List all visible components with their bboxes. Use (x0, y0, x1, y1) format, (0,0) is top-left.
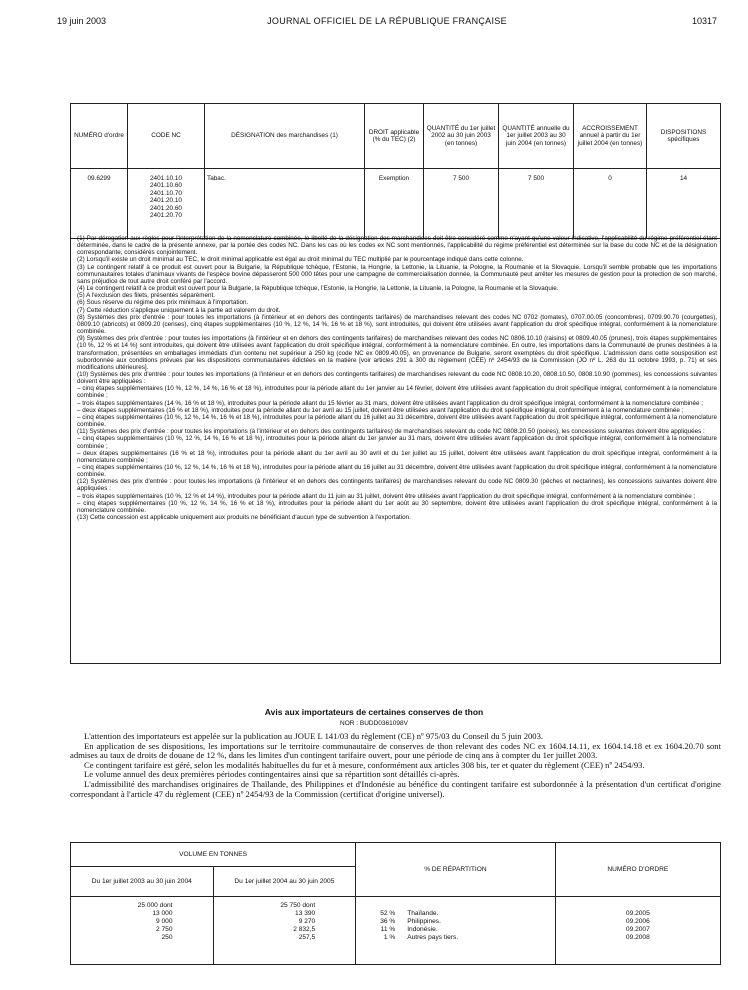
repartition-line (359, 910, 551, 918)
notice-paragraph: Ce contingent tarifaire est géré, selon les modalités habituelles du fur et à mesure, conformément aux articles 308 bis, ter et quater du règlement (CEE) nº 2454/93. (84, 759, 645, 770)
col-header-designation: DÉSIGNATION des marchandises (1) (205, 104, 365, 169)
footnote: – cinq étapes supplémentaires (10 %, 12 %, 14 %, 16 % et 18 %), introduites pour la période allant du 16 juillet au 31 décembre, doivent être utilisées avant l'application du droit spécifique intégral, conformément à la nomenclature combinée. (77, 413, 717, 429)
header-journal-title: JOURNAL OFFICIEL DE LA RÉPUBLIQUE FRANÇAISE (267, 16, 507, 26)
footnote: – cinq étapes supplémentaires (10 %, 12 %, 14 %, 16 % et 18 %), introduites pour la période allant du 1er janvier au 14 février, doivent être utilisées avant l'application du droit spécifique intégral, conformément à la nomenclature combinée ; (77, 385, 717, 400)
footnote: (4) Le contingent relatif à ce produit est ouvert pour la Bulgarie, la République tchèque, l'Estonie, la Hongrie, la Lettonie, la Lituanie, la Pologne, la Roumanie et la Slovaquie. (77, 285, 559, 293)
code-nc: 2401.20.70 (150, 212, 182, 220)
percent-value: 52 % (380, 910, 396, 917)
cell-period-2-values (213, 897, 356, 965)
volume-value: 9 270 (298, 918, 316, 925)
order-number: 09.2005 (625, 910, 650, 917)
volume-value: 25 750 dont (280, 902, 316, 909)
col-header-numero: NUMÉRO d'ordre (71, 104, 128, 169)
footnote: (11) Systèmes des prix d'entrée : pour toutes les importations (à l'intérieur et en dehors des contingents tarifaires) de marchandises relevant du code NC 0808.20.50 (poires), les concessions suivantes doivent être appliquées : (77, 428, 705, 436)
footnote: – trois étapes supplémentaires (10 %, 12 % et 14 %), introduites pour la période allant du 11 juin au 31 juillet, doivent être utilisées avant l'application du droit spécifique intégral, conformément à la nomenclature combinée ; (77, 492, 696, 500)
col-header-numero-ordre: NUMÉRO D'ORDRE (555, 843, 720, 897)
code-nc: 2401.10.10 (150, 175, 182, 182)
notice-paragraph: L'admissibilité des marchandises originaires de Thaïlande, des Philippines et d'Indonésie au bénéfice du contingent tarifaire est subordonnée à la présentation d'un certificat d'origine correspondant à l'article 47 du règlement (CEE) nº 2454/93 de la Commission (certificat d'origine universel). (70, 778, 721, 799)
country-label: Indonésie. (407, 926, 438, 933)
country-label: Autres pays tiers. (407, 934, 459, 941)
header-page-number: 10317 (691, 16, 717, 26)
notice-body (70, 732, 721, 799)
volume-value: 13 390 (295, 910, 316, 917)
order-number: 09.2008 (625, 934, 650, 941)
quota-table-header-row (71, 843, 721, 867)
cell-ordre-values (555, 897, 720, 965)
volume-value: 257,5 (298, 934, 316, 941)
tariff-table (70, 103, 721, 239)
volume-value: 2 832,5 (293, 926, 316, 933)
footnote: (2) Lorsqu'il existe un droit minimal au TEC, le droit minimal applicable est égal au droit minimal du TEC multiplié par le pourcentage indiqué dans cette colonne. (77, 256, 524, 264)
col-header-repartition: % DE RÉPARTITION (356, 843, 555, 897)
col-header-dispositions: DISPOSITIONS spécifiques (647, 104, 721, 169)
cell-quantite-2003: 7 500 (499, 169, 574, 239)
footnote: (7) Cette réduction s'applique uniquement à la partie ad valorem du droit. (77, 306, 281, 314)
footnote: – deux étapes supplémentaires (16 % et 18 %), introduites pour la période allant du 1er avril au 30 avril et du 1er juillet au 15 juillet, doivent être utilisées avant l'application du droit spécifique intégral, conformément à la nomenclature combinée ; (77, 449, 717, 464)
footnote: – cinq étapes supplémentaires (10 %, 12 %, 14 %, 16 % et 18 %), introduites pour la période allant du 1er août au 30 septembre, doivent être utilisées avant l'application du droit spécifique intégral, conformément à la nomenclature combinée. (77, 499, 717, 514)
code-nc: 2401.10.60 (150, 182, 182, 190)
repartition-line (359, 934, 551, 942)
percent-value: 11 % (380, 926, 396, 933)
volume-value: 25 000 dont (137, 902, 173, 909)
volume-value: 2 750 (156, 926, 173, 933)
footnote: (6) Sous réserve du régime des prix minimaux à l'importation. (77, 299, 249, 307)
table-row (71, 169, 721, 239)
repartition-line (359, 918, 551, 926)
col-header-period-2: Du 1er juillet 2004 au 30 juin 2005 (213, 867, 356, 897)
notice-paragraph: L'attention des importateurs est appelée sur la publication au JOUE L 141/03 du règlement (CE) nº 975/03 du Conseil du 5 juin 2003. (84, 731, 544, 741)
footnote: (5) A l'exclusion des filets, présentés séparément. (77, 292, 216, 300)
footnote: (13) Cette concession est applicable uniquement aux produits ne bénéficiant d'aucun type de subvention à l'exportation. (77, 514, 411, 522)
col-header-droit: DROIT applicable (% du TEC) (2) (365, 104, 424, 169)
col-header-accroissement: ACCROISSEMENT annuel à partir du 1er juillet 2004 (en tonnes) (574, 104, 647, 169)
repartition-line (359, 902, 551, 910)
country-label: Philippines. (407, 918, 441, 925)
footnote: (1) Par dérogation aux règles pour l'interprétation de la nomenclature combinée, le libellé de la désignation des marchandises doit être considéré comme n'ayant qu'une valeur indicative, l'applicabilité du régime préférentiel étant déterminée, dans le cadre de la présente annexe, par la portée des codes NC. Dans les cas où les codes ex NC sont mentionnés, l'applicabilité du régime préférentiel est déterminée sur la base du code NC et de la désignation correspondante, considérés conjointement. (77, 235, 717, 257)
table-row (71, 897, 721, 965)
footnotes (77, 235, 717, 521)
order-number: 09.2007 (625, 926, 650, 933)
volume-value: 13 000 (152, 910, 173, 917)
notice-paragraph: En application de ses dispositions, les importations sur le territoire communautaire de conserves de thon relevant des codes NC ex 1604.14.11, ex 1604.14.18 et ex 1604.20.70 sont admises au taux de droits de douane de 12 %, dans les limites d'un contingent tarifaire ouvert, pour une période de cinq ans à compter du 1er juillet 2003. (70, 740, 721, 761)
col-header-quantite-2002: QUANTITÉ du 1er juillet 2002 au 30 juin 2003 (en tonnes) (424, 104, 499, 169)
footnote: – cinq étapes supplémentaires (10 %, 12 %, 14 %, 16 % et 18 %), introduites pour la période allant du 1er janvier au 31 mars, doivent être utilisées avant l'application du droit spécifique intégral, conformément à la nomenclature combinée ; (77, 435, 717, 450)
footnote: (12) Systèmes des prix d'entrée : pour toutes les importations (à l'intérieur et en dehors des contingents tarifaires) de marchandises relevant du code NC 0809.30 (pêches et nectarines), les concessions suivantes doivent être appliquées : (77, 478, 717, 493)
notice-paragraph: Le volume annuel des deux premières périodes contingentaires ainsi que sa répartition sont détaillés ci-après. (84, 769, 460, 780)
notice-title: Avis aux importateurs de certaines conserves de thon (264, 707, 484, 717)
cell-droit: Exemption (365, 169, 424, 239)
cell-period-1-values (71, 897, 214, 965)
percent-value: 1 % (383, 934, 396, 941)
volume-value: 250 (161, 934, 173, 941)
cell-designation: Tabac. (205, 169, 365, 239)
percent-value: 36 % (380, 918, 396, 925)
notice-nor: NOR : BUDD0361098V (340, 720, 408, 727)
code-nc: 2401.20.60 (150, 204, 182, 212)
footnote: (8) Systèmes des prix d'entrée : pour toutes les importations (à l'intérieur et en dehors des contingents tarifaires) de marchandises relevant des codes NC 0702 (tomates), 0707.00.05 (concombres), 0709.90.70 (courgettes), 0809.10 (abricots) et 0809.20 (cerises), cinq étapes supplémentaires (10 %, 12 %, 14 %, 16 % et 18 %), sont introduites, qui doivent être utilisées avant l'application du droit spécifique intégral, conformément à la nomenclature combinée. (77, 313, 717, 336)
country-label: Thaïlande. (407, 910, 439, 917)
cell-accroissement: 0 (574, 169, 647, 239)
col-header-code-nc: CODE NC (128, 104, 205, 169)
page-header (57, 16, 717, 32)
volume-value: 9 000 (156, 918, 173, 925)
cell-repartition-values (356, 897, 555, 965)
footnote: (9) Systèmes des prix d'entrée : pour toutes les importations (à l'intérieur et en dehors des contingents tarifaires) de marchandises relevant des codes NC 0806.10.10 (raisins) et 0809.40.05 (prunes), trois étapes supplémentaires (10 %, 12 % et 14 %) sont introduites, qui doivent être utilisées avant l'application du droit spécifique intégral, conformément à la nomenclature combinée. En outre, les importations dans la Communauté de prunes destinées à la transformation, présentées en emballages immédiats d'un contenu net supérieur à 250 kg (code NC ex 0809.40.05), en provenance de Bulgarie, seront exemptées du droit spécifique. L'admission dans cette sousposition est subordonnée aux conditions prévues par les dispositions communautaires édictées en la matière [voir articles 291 à 300 du règlement (CEE) nº 2454/93 de la Commission (JO nº L. 263 du 11 octobre 1993, p. 71) et ses modifications ultérieures]. (77, 335, 717, 371)
col-header-period-1: Du 1er juillet 2003 au 30 juin 2004 (71, 867, 214, 897)
footnote: – deux étapes supplémentaires (16 % et 18 %), introduites pour la période allant du 1er avril au 15 juillet, doivent être utilisées avant l'application du droit spécifique intégral, conformément à la nomenclature combinée ; (77, 406, 684, 414)
code-nc: 2401.20.10 (150, 197, 182, 205)
footnote: – cinq étapes supplémentaires (10 %, 12 %, 14 %, 16 % et 18 %), introduites pour la période allant du 16 juillet au 31 décembre, doivent être utilisées avant l'application du droit spécifique intégral, conformément à la nomenclature combinée. (77, 464, 717, 479)
tariff-table-header (71, 104, 721, 169)
footnote: (10) Systèmes des prix d'entrée : pour toutes les importations (à l'intérieur et en dehors des contingents tarifaires) de marchandises relevant du code NC 0808.10.20, 0808.10.50, 0808.10.90 (pommes), les concessions suivantes doivent être appliquées : (77, 370, 717, 386)
cell-numero: 09.6299 (71, 169, 128, 239)
col-header-volume: VOLUME EN TONNES (71, 843, 356, 867)
cell-dispositions: 14 (647, 169, 721, 239)
order-number (559, 902, 717, 910)
cell-codes (128, 169, 205, 239)
footnote: – trois étapes supplémentaires (14 %, 16 % et 18 %), introduites pour la période allant du 15 février au 31 mars, doivent être utilisées avant l'application du droit spécifique intégral, conformément à la nomenclature combinée ; (77, 399, 703, 407)
footnote: (3) Le contingent relatif à ce produit est ouvert pour la Bulgarie, la République tchèque, l'Estonie, la Hongrie, la Lettonie, la Lituanie, la Pologne, la Roumanie et la Slovaquie. Lorsqu'il semble probable que les importations communautaires totales d'animaux vivants de l'espèce bovine dépasseront 500 000 têtes pour une campagne de commercialisation donnée, la Communauté peut arrêter les mesures de gestion pour la protection de son marché, sans préjudice de tout autre droit conféré par l'accord. (77, 263, 717, 285)
code-nc: 2401.10.70 (150, 189, 182, 197)
order-number: 09.2006 (625, 918, 650, 925)
cell-quantite-2002: 7 500 (424, 169, 499, 239)
header-date: 19 juin 2003 (57, 16, 107, 26)
quota-table (70, 842, 721, 965)
col-header-quantite-2003: QUANTITÉ annuelle du 1er juillet 2003 au 30 juin 2004 (en tonnes) (499, 104, 574, 169)
repartition-line (359, 926, 551, 934)
